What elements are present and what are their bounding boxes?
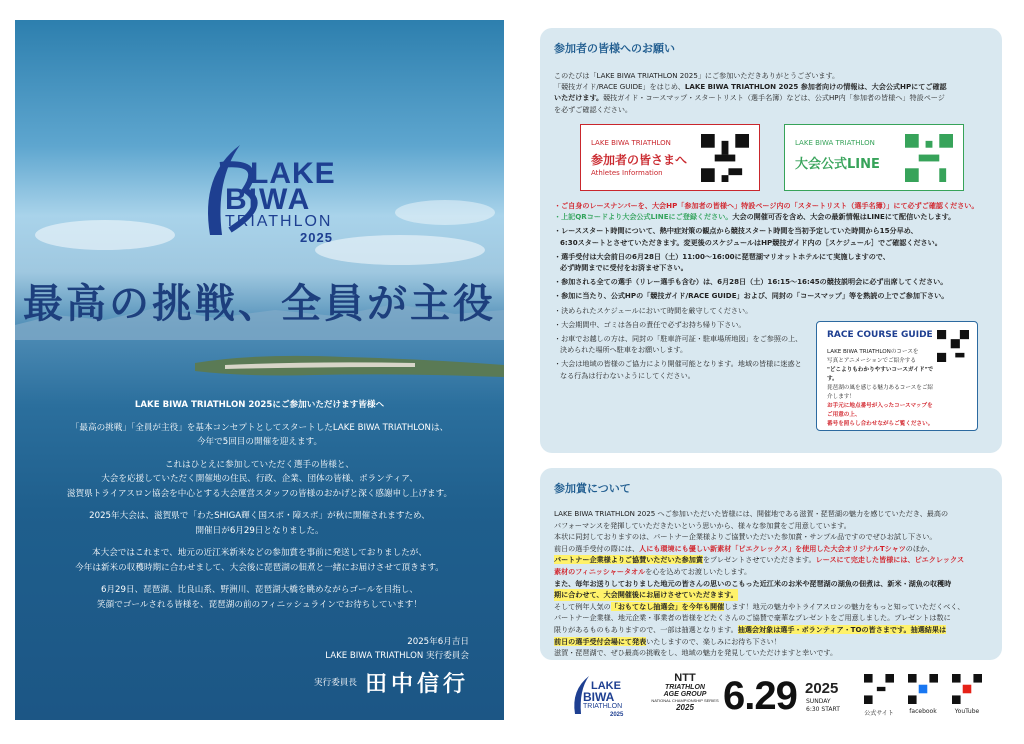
prize-line: 素材のフィニッシャータオル bbox=[554, 566, 646, 576]
card-en: LAKE BIWA TRIATHLON bbox=[795, 139, 875, 147]
letter-line: 2025年大会は、滋賀県で「わたSHIGA輝く国スポ・障スポ」が秋に開催されますため、 bbox=[89, 511, 430, 521]
bullet: 大会の開催可否を含め、大会の最新情報はLINEにて配信いたします。 bbox=[732, 212, 956, 222]
ntt-text: NTT bbox=[674, 672, 696, 684]
athletes-info-card[interactable] bbox=[580, 124, 760, 191]
letter-line: 笑顔でゴールされる皆様を、琵琶湖の前のフィニッシュラインでお待ちしています！ bbox=[97, 599, 422, 610]
event-weekday: SUNDAY bbox=[806, 698, 831, 705]
ntt-logo bbox=[650, 672, 720, 722]
bullet: ・上記QRコードより大会公式LINEにご登録ください。 bbox=[554, 212, 733, 222]
intro-line: 「競技ガイド/RACE GUIDE」をはじめ、 bbox=[554, 82, 685, 92]
rcg-line: 写真とアニメーションでご紹介する bbox=[827, 358, 916, 364]
letter-line: これはひとえに参加していただく選手の皆様と、 bbox=[164, 459, 355, 470]
prize-line: 限りがあるものもありますので、一部は抽選となります。 bbox=[554, 624, 738, 634]
letter-line: 今年で5回目の開催を迎えます。 bbox=[196, 437, 323, 447]
prize-line: レースにて完走した皆様には、ピエクレックス bbox=[815, 555, 965, 565]
prize-line: 「おもてなし抽選会」を今年も開催 bbox=[610, 601, 725, 611]
footer-logo-biwa: BIWA bbox=[583, 690, 615, 704]
qr-code-icon bbox=[701, 134, 749, 182]
lake-biwa-logo bbox=[170, 135, 380, 245]
card-jp: 大会公式LINE bbox=[795, 157, 880, 172]
prize-line: そして例年人気の bbox=[554, 601, 611, 611]
bullet: ・選手受付は大会前日の6月28日（土）11:00〜16:00に琵琶湖マリオットホテルにて実施しますので、 bbox=[554, 251, 890, 261]
prize-line: パフォーマンスを発揮していただきたいという思いから、様々な参加賞をご用意しています。 bbox=[554, 520, 851, 530]
poster bbox=[15, 20, 504, 720]
bullet: ・ご自身のレースナンバーを、大会HP「参加者の皆様へ」特設ページ内の「スタートリスト（選手名簿）」にて必ずご確認ください。 bbox=[554, 201, 979, 210]
letter-line: LAKE BIWA TRIATHLON 2025にご参加いただけます皆様へ bbox=[134, 400, 385, 410]
ntt-year: 2025 bbox=[676, 703, 694, 712]
prize-line: いたしますので、楽しみにお待ち下さい！ bbox=[646, 636, 781, 646]
letter-line: 滋賀県トライアスロン協会を中心とする大会運営スタッフの皆様のおかげと深く感謝申し上げます。 bbox=[66, 488, 453, 499]
prize-line: 期に合わせて、大会開催後にお届けさせていただきます。 bbox=[554, 590, 738, 600]
ntt-tri: TRIATHLON bbox=[665, 684, 705, 691]
prize-line: のほか、 bbox=[905, 543, 935, 553]
intro-line: 競技ガイド・コースマップ・スタートリスト（選手名簿）などは、公式HP内「参加者の皆様へ」特設ページ bbox=[603, 93, 945, 103]
cloud bbox=[395, 200, 495, 225]
rcg-line: 琵琶湖の風を感じる魅力あるコースをご紹介します！ bbox=[827, 385, 934, 400]
race-course-guide[interactable] bbox=[816, 321, 978, 431]
prize-line: をプレゼントさせていただきます。 bbox=[702, 555, 816, 565]
qr-code-icon bbox=[937, 330, 969, 362]
cloud bbox=[35, 220, 175, 250]
logo-lake: LAKE bbox=[250, 157, 336, 190]
event-day bbox=[806, 698, 840, 714]
intro-line: このたびは「LAKE BIWA TRIATHLON 2025」にご参加いただきありがとうございます。 bbox=[554, 71, 840, 80]
greeting-letter bbox=[15, 398, 504, 620]
prize-line: また、毎年お送りしておりました地元の皆さんの思いのこもった近江米のお米や琵琶湖の湖魚の佃煮は、新米・湖魚の収穫時 bbox=[554, 578, 952, 588]
prize-line: します！地元の魅力やトライアスロンの魅力をもっと知っていただくべく、 bbox=[724, 601, 965, 611]
rcg-line: 番号を照らし合わせながらご覧ください。 bbox=[827, 421, 934, 427]
bullet: ・参加される全ての選手（リレー選手も含む）は、6月28日（土）16:15〜16:45の競技説明会に必ず出席してください。 bbox=[554, 277, 948, 287]
ntt-series: NATIONAL CHAMPIONSHIP SERIES bbox=[651, 698, 719, 703]
letter-line: 今年は新米の収穫時期に合わせまして、大会後に琵琶湖の佃煮と一緒にお届けさせて頂きます。 bbox=[75, 562, 444, 573]
card-sub: Athletes Information bbox=[591, 169, 663, 177]
rcg-text bbox=[827, 348, 937, 429]
rcg-line: お手元に地点番号が入ったコースマップをご用意の上、 bbox=[827, 403, 933, 418]
event-date: 6.29 bbox=[723, 674, 797, 718]
prize-line: パートナー企業様よりご協賛いただいた参加賞 bbox=[554, 555, 703, 565]
prize-line: 本状に同封しておりますのは、パートナー企業様よりご協賛いただいた参加賞・サンプル品ですのでぜひお試し下さい。 bbox=[554, 532, 937, 542]
ntt-age: AGE GROUP bbox=[663, 691, 707, 698]
footer-logo bbox=[565, 672, 640, 722]
intro-line: を必ずご確認ください。 bbox=[554, 104, 633, 114]
letter-line: 6月29日、琵琶湖、比良山系、野洲川、琵琶湖大橋を眺めながらゴールを目指し、 bbox=[100, 585, 418, 595]
sig-org: LAKE BIWA TRIATHLON 実行委員会 bbox=[325, 651, 469, 661]
bullet: なる行為は行わないようにしてください。 bbox=[560, 370, 695, 380]
logo-biwa: BIWA bbox=[225, 183, 312, 216]
footer-logo-triathlon: TRIATHLON bbox=[583, 703, 623, 710]
facebook-link[interactable]: facebook bbox=[909, 708, 937, 715]
bullet: ・決められたスケジュールにおいて時間を厳守してください。 bbox=[554, 305, 753, 315]
logo-year: 2025 bbox=[300, 230, 333, 245]
peninsula bbox=[195, 345, 504, 385]
prize-line: 抽選会対象は選手・ボランティア・TOの皆さまです。抽選結果は bbox=[737, 624, 947, 634]
rcg-title: RACE COURSE GUIDE bbox=[827, 330, 933, 340]
card-jp: 参加者の皆さまへ bbox=[591, 153, 688, 167]
bullet: ・お車でお越しの方は、同封の「駐車許可証・駐車場所地図」をご参照の上、 bbox=[554, 334, 803, 344]
letter-line: 開催日が6月29日となりました。 bbox=[195, 525, 324, 536]
prize-line: 前日の選手受付会場にて発表 bbox=[554, 636, 647, 646]
card-en: LAKE BIWA TRIATHLON bbox=[591, 139, 671, 147]
footer bbox=[540, 670, 1002, 725]
bullet: ・参加に当たり、公式HPの「競技ガイド/RACE GUIDE」および、同封の「コースマップ」等を熟読の上でご参加下さい。 bbox=[554, 291, 949, 301]
rcg-line: LAKE BIWA TRIATHLONのコースを bbox=[827, 349, 919, 355]
sig-date: 2025年6月吉日 bbox=[407, 637, 469, 647]
event-year: 2025 bbox=[805, 680, 839, 697]
letter-line: 本大会ではこれまで、地元の近江米新米などの参加賞を事前に発送しておりましたが、 bbox=[92, 548, 427, 558]
prize-line: 滋賀・琵琶湖で、ぜひ最高の挑戦をし、地域の魅力を発見していただけますと幸いです。 bbox=[554, 648, 838, 658]
request-intro bbox=[554, 70, 988, 115]
qr-code-icon bbox=[905, 134, 953, 182]
slogan: 最高の挑戦、全員が主役 bbox=[23, 280, 496, 327]
footer-logo-year: 2025 bbox=[610, 712, 624, 718]
bullet: 必ず時間までに受付をお済ませ下さい。 bbox=[560, 263, 688, 273]
prize-line: を心を込めてお渡しいたします。 bbox=[645, 566, 752, 576]
qr-code-icon[interactable] bbox=[864, 674, 894, 704]
youtube-qr-icon[interactable] bbox=[952, 674, 982, 704]
request-title: 参加者の皆様へのお願い bbox=[554, 42, 675, 55]
bullet: ・大会は地域の皆様のご協力により開催可能となります。地域の皆様に迷惑と bbox=[554, 359, 802, 369]
rcg-line: "どこよりもわかりやすいコースガイド"です。 bbox=[827, 367, 934, 382]
prize-panel bbox=[540, 468, 1002, 660]
prize-line: 人にも環境にも優しい新素材「ピエクレックス」を使用した大会オリジナルTシャツ bbox=[639, 543, 906, 553]
bullet: ・レーススタート時間について、熱中症対策の観点から競技スタート時間を当初予定していた時間から15分早め、 bbox=[554, 226, 918, 236]
footer-logo-lake: LAKE bbox=[591, 680, 621, 692]
request-panel bbox=[540, 28, 1002, 453]
prize-line: 前日の選手受付の際には、 bbox=[554, 543, 640, 553]
bullet: 6:30スタートとさせていただきます。変更後のスケジュールはHP競技ガイド内の［スケジュール］でご確認ください。 bbox=[560, 237, 942, 247]
intro-line: LAKE BIWA TRIATHLON 2025 参加者向けの情報は、大会公式HPにてご確認 bbox=[684, 82, 947, 92]
signature bbox=[314, 635, 469, 698]
prize-body bbox=[554, 508, 988, 659]
bullet: ・大会期間中、ゴミは各自の責任で必ずお持ち帰り下さい。 bbox=[554, 319, 746, 329]
event-start: 6:30 START bbox=[806, 706, 840, 713]
logo-triathlon: TRIATHLON bbox=[225, 213, 333, 230]
sig-name: 田中信行 bbox=[364, 671, 469, 697]
official-site-link[interactable]: 公式サイト bbox=[864, 710, 894, 717]
bullet: 決められた場所へ駐車をお願いします。 bbox=[560, 345, 688, 355]
official-line-card[interactable] bbox=[784, 124, 964, 191]
facebook-qr-icon[interactable] bbox=[908, 674, 938, 704]
youtube-link[interactable]: YouTube bbox=[954, 708, 980, 715]
prize-line: パートナー企業様、地元企業・事業者の皆様をどたくさんのご協賛で豪華なプレゼントをご用意しました。プレゼントは数に bbox=[554, 613, 951, 623]
prize-title: 参加賞について bbox=[554, 482, 631, 495]
letter-line: 「最高の挑戦」「全員が主役」を基本コンセプトとしてスタートしたLAKE BIWA TRIATHLONは、 bbox=[70, 422, 449, 433]
intro-line: いただけます。 bbox=[554, 93, 604, 103]
sig-title: 実行委員長 bbox=[314, 678, 357, 688]
prize-line: LAKE BIWA TRIATHLON 2025 へご参加いただいた皆様には、開催地である滋賀・琵琶湖の魅力を感じていただき、最高の bbox=[554, 509, 949, 518]
letter-line: 大会を応援していただく開催地の住民、行政、企業、団体の皆様、ボランティア、 bbox=[101, 474, 418, 484]
